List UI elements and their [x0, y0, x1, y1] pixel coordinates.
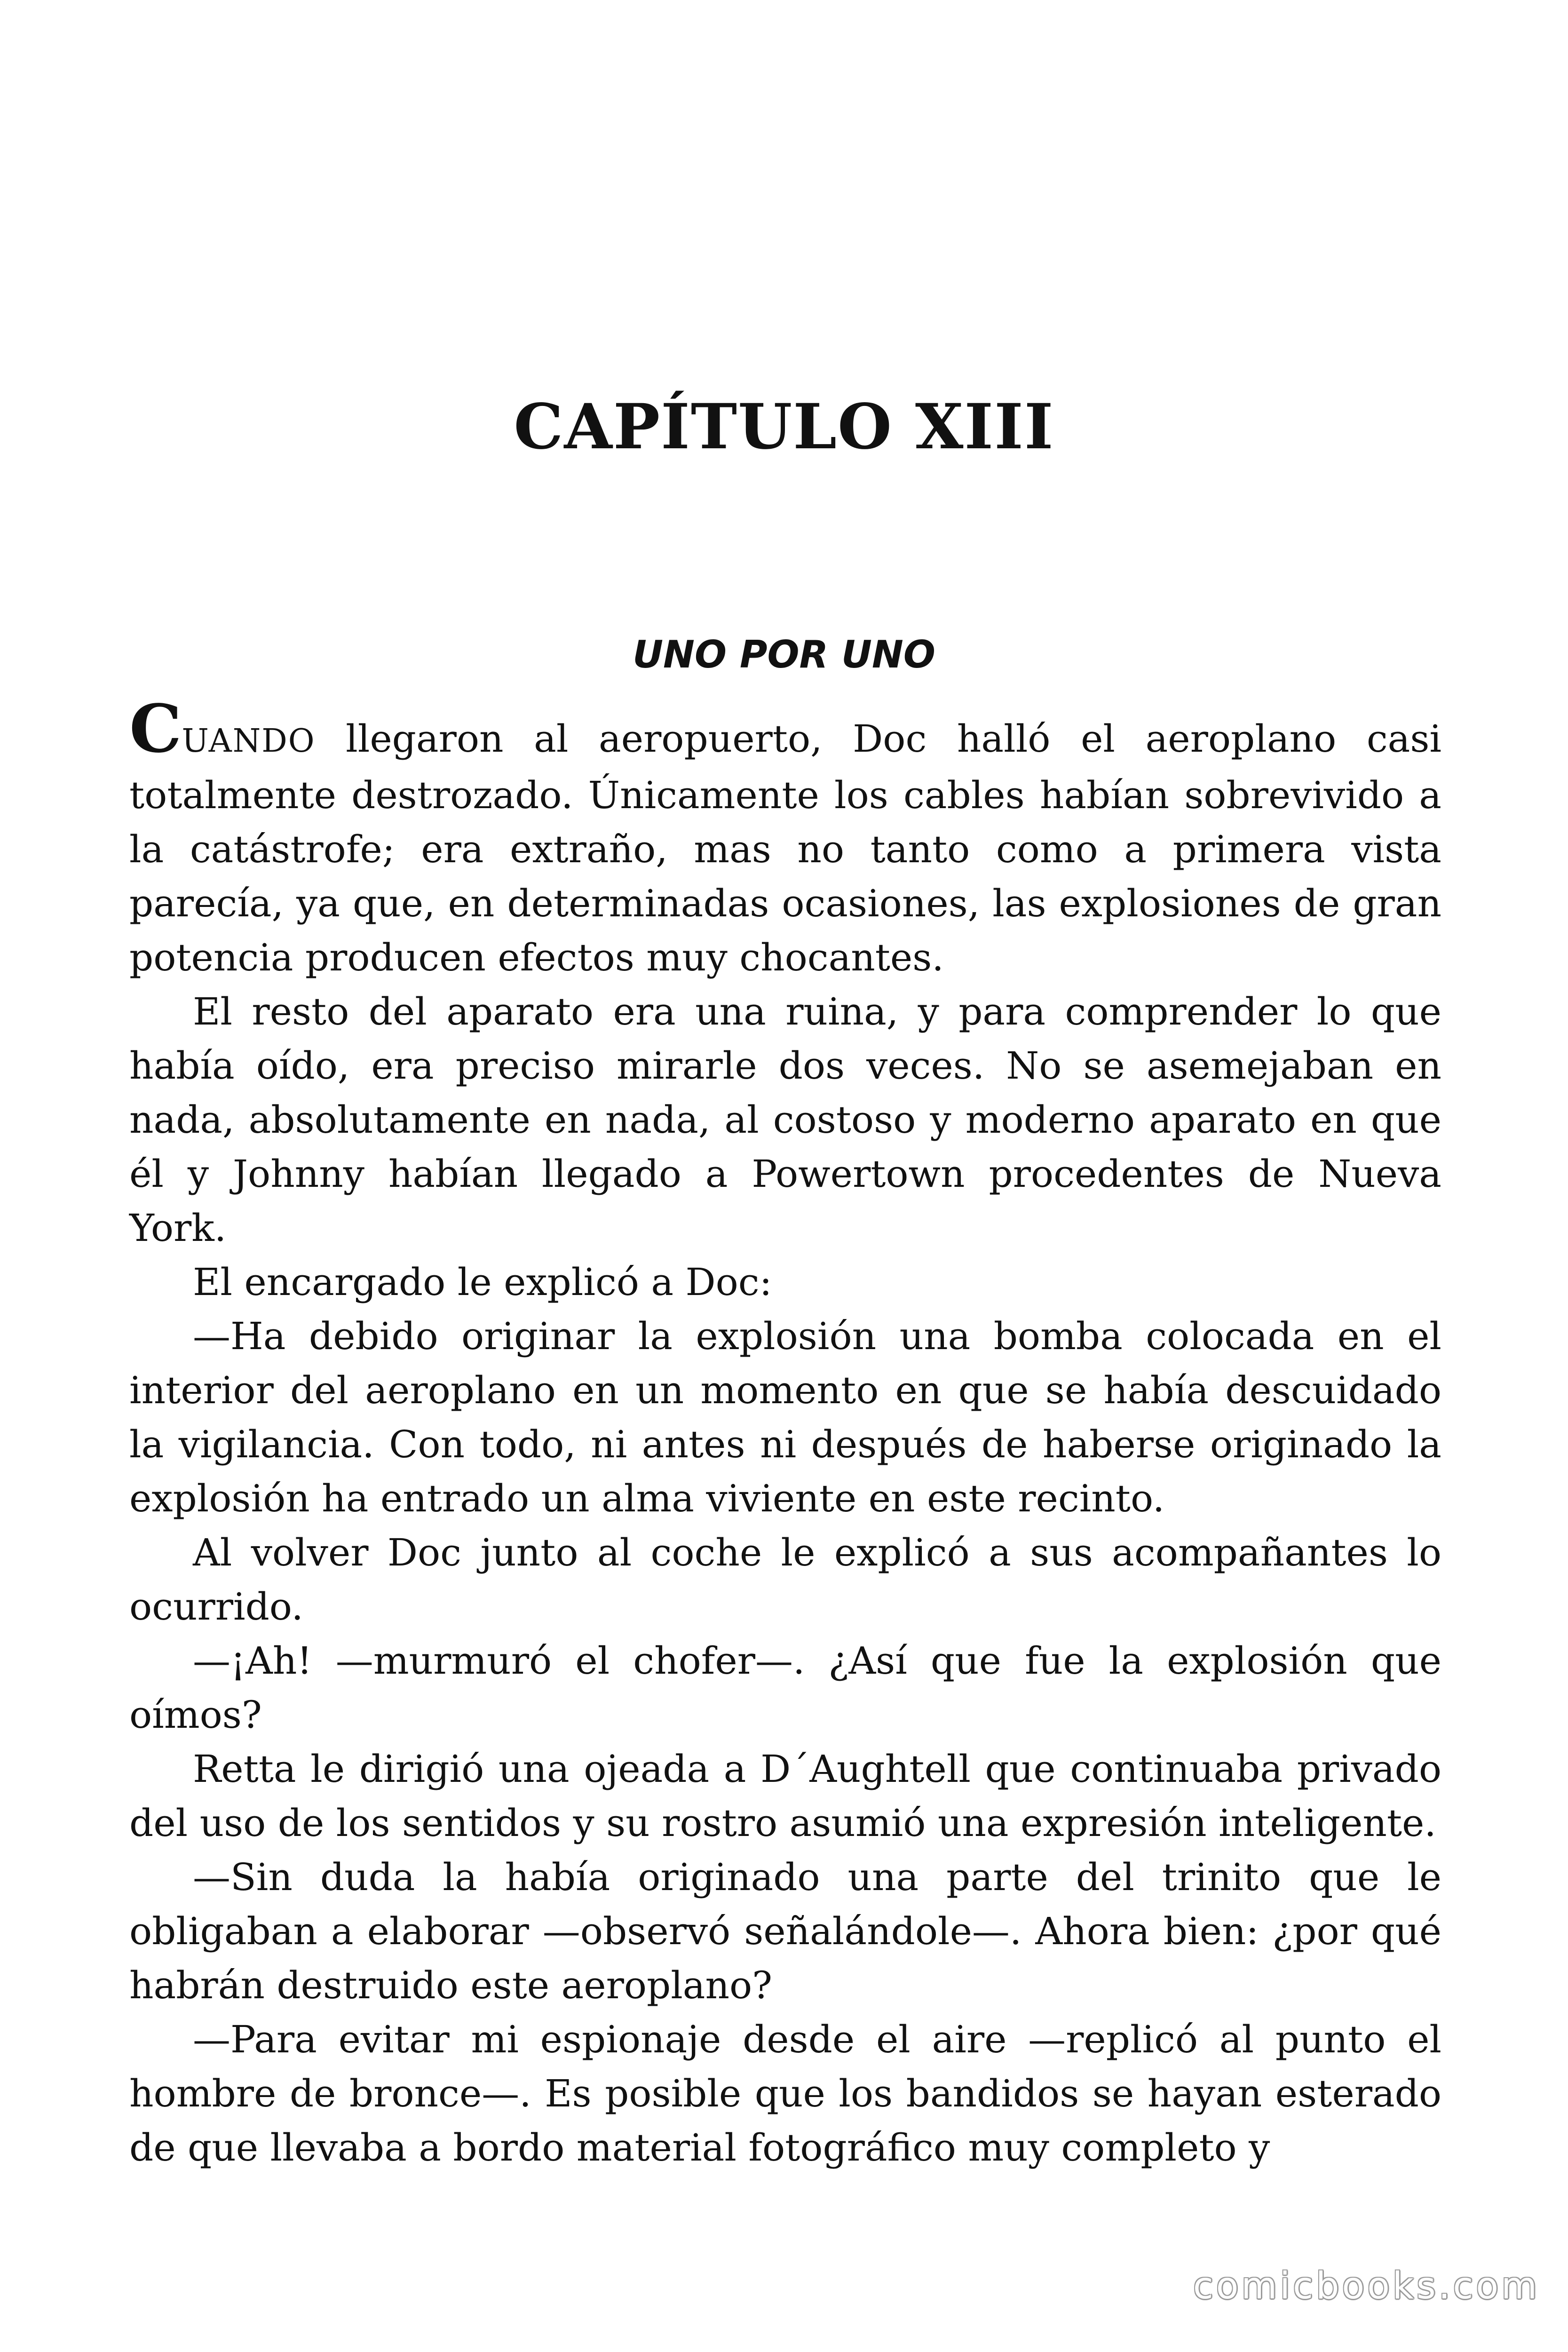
- watermark: comicbooks.com: [1193, 2265, 1540, 2307]
- paragraph: El resto del aparato era una ruina, y para comprender lo que había oído, era preciso mirarle dos veces. No se asemejaban en nada, absolutamente en nada, al costoso y moderno aparato en que él y Johnny habían llegado a Powertown procedentes de Nueva York.: [129, 990, 1441, 1250]
- drop-cap: C: [129, 691, 182, 768]
- paragraph: —Ha debido originar la explosión una bomba colocada en el interior del aeroplano en un momento en que se había descuidado la vigilancia. Con todo, ni antes ni después de haberse originado la explosión ha entrado un alma viviente en este recinto.: [129, 1314, 1441, 1520]
- paragraph: Retta le dirigió una ojeada a D´Aughtell que continuaba privado del uso de los sentidos y su rostro asumió una expresión inteligente.: [129, 1747, 1441, 1845]
- paragraph: —Sin duda la había originado una parte del trinito que le obligaban a elaborar —observó señalándole—. Ahora bien: ¿por qué habrán destruido este aeroplano?: [129, 1855, 1441, 2007]
- paragraph: —Para evitar mi espionaje desde el aire —replicó al punto el hombre de bronce—. Es posible que los bandidos se hayan esterado de que llevaba a bordo material fotográfico muy completo y: [129, 2018, 1441, 2169]
- first-paragraph: [129, 691, 1441, 985]
- paragraph: Al volver Doc junto al coche le explicó a sus acompañantes lo ocurrido.: [129, 1531, 1441, 1629]
- paragraph: El encargado le explicó a Doc:: [193, 1260, 772, 1304]
- chapter-title: CAPÍTULO XIII: [514, 390, 1054, 463]
- chapter-body: [129, 691, 1441, 2175]
- first-paragraph-text: llegaron al aeropuerto, Doc halló el aeroplano casi totalmente destrozado. Únicamente los cables habían sobrevivido a la catástrofe; era extraño, mas no tanto como a primera vista parecía, ya que, en determinadas ocasiones, las explosiones de gran potencia producen efectos muy chocantes.: [129, 717, 1441, 979]
- chapter-subtitle: UNO POR UNO: [633, 633, 935, 676]
- paragraph: —¡Ah! —murmuró el chofer—. ¿Así que fue la explosión que oímos?: [129, 1639, 1441, 1737]
- lead-small-caps: UANDO: [182, 723, 316, 760]
